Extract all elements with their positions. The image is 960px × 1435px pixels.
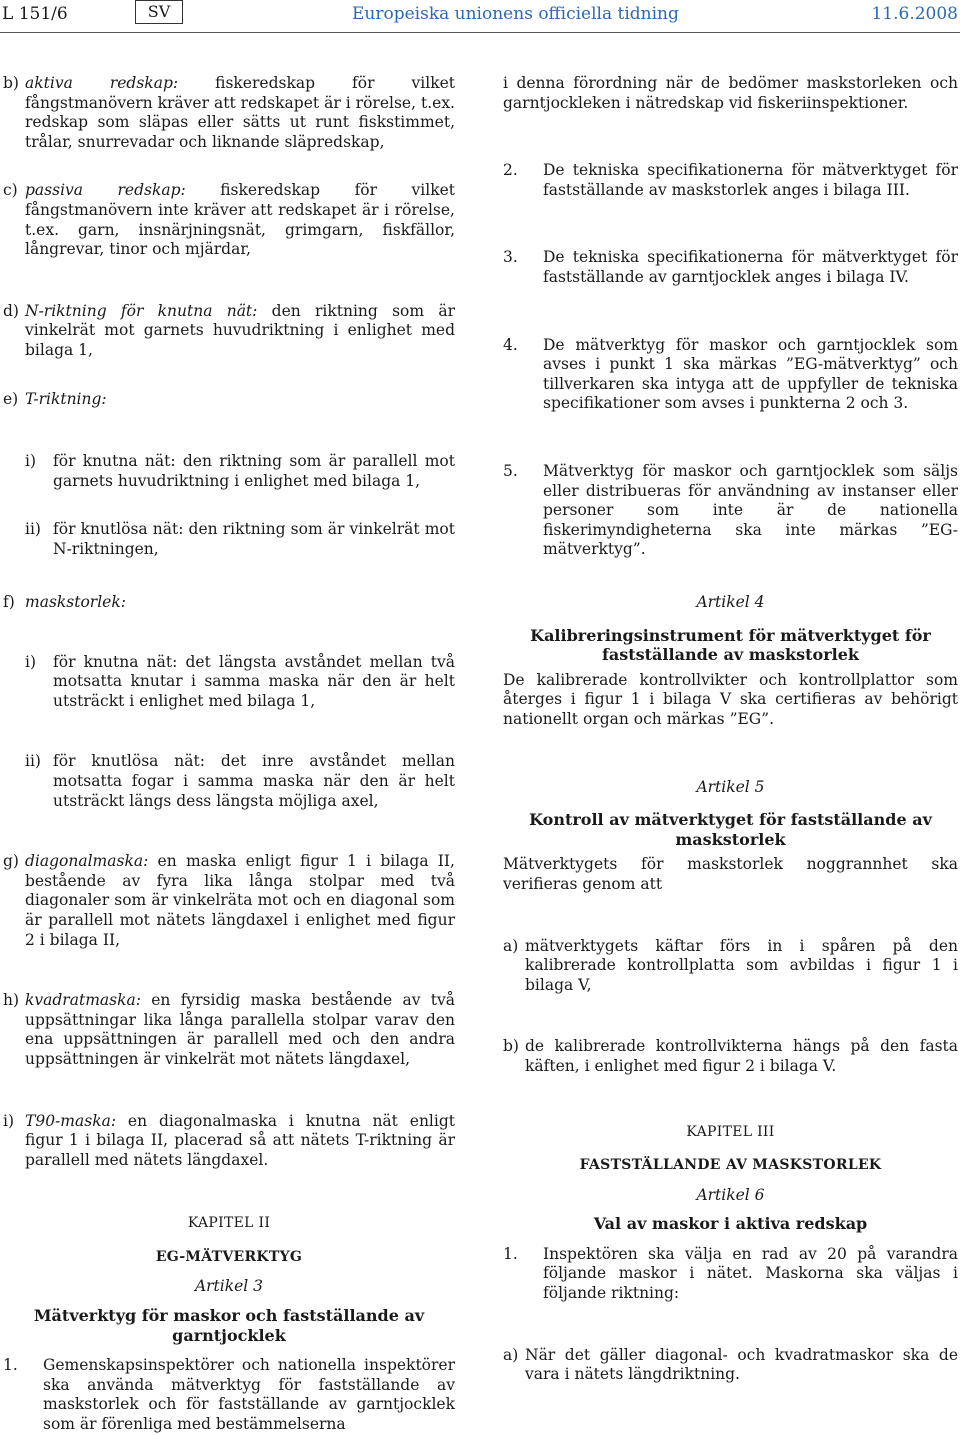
article-5-item-b: b) de kalibrerade kontrollvikterna hängs på den fasta käften, i enlighet med figur 2 i bilaga V. [503, 1037, 958, 1075]
definition-b: b) aktiva redskap: fiskeredskap för vilket fångstmanövern kräver att redskapet är i rörelse, t.ex. redskap som släpas eller sätts ut runt fiskstimmet, trålar, snurrevadar och liknande släpredskap, [3, 74, 455, 151]
chapter-3-title: FASTSTÄLLANDE AV MASKSTORLEK [579, 1157, 882, 1174]
article-3-paragraph-1: 1. Gemenskapsinspektörer och nationella inspektörer ska använda mätverktyg för fastställande av maskstorlek och för fastställande av garntjocklek som är förenliga med bestämmelserna [3, 1356, 455, 1434]
continuation-paragraph: i denna förordning när de bedömer maskstorleken och garntjockleken i nätredskap vid fiskeriinspektioner. [503, 74, 958, 112]
article-4-text: De kalibrerade kontrollvikter och kontrollplattor som återges i figur 1 i bilaga V ska certifieras av behörigt nationellt organ och märkas ”EG”. [503, 670, 958, 728]
article-5-item-a: a) mätverktygets käftar förs in i spåren på den kalibrerade kontrollplatta som avbildas i figur 1 i bilaga V, [503, 936, 958, 994]
article-4-heading: Artikel 4 [696, 593, 765, 611]
left-column-bottom [3, 593, 455, 1435]
page-header [0, 0, 960, 30]
article-4-title: Kalibreringsinstrument för mätverktyget för fastställande av maskstorlek [530, 625, 931, 665]
language-badge: SV [135, 0, 183, 24]
publication-date[interactable]: 11.6.2008 [871, 4, 958, 24]
chapter-3-heading: KAPITEL III [686, 1123, 775, 1140]
definition-e-ii: ii) för knutlösa nät: den riktning som är vinkelrät mot N-riktningen, [25, 520, 455, 558]
article-6-item-a: a) När det gäller diagonal- och kvadratmaskor ska de vara i nätets längdriktning. [503, 1345, 958, 1384]
definition-c: c) passiva redskap: fiskeredskap för vilket fångstmanövern inte kräver att redskapet är i rörelse, t.ex. garn, insnärjningsnät, grimgarn, fiskfällor, långrevar, tinor och mjärdar, [3, 181, 455, 259]
right-column-top [503, 74, 958, 560]
article-6-paragraph-1: 1. Inspektören ska välja en rad av 20 på varandra följande maskor i nätet. Maskorna ska väljas i följande riktning: [503, 1244, 958, 1303]
definition-f-ii: ii) för knutlösa nät: det inre avståndet mellan motsatta fogar i samma maska när den är helt utsträckt längs dess längsta möjliga axel, [25, 752, 455, 810]
header-rule [0, 32, 960, 33]
article-5-title: Kontroll av mätverktyget för fastställande av maskstorlek [529, 810, 932, 849]
definition-i: i) T90-maska: en diagonalmaska i knutna nät enligt figur 1 i bilaga II, placerad så att nätets T-riktning är parallell med nätets längdaxel. [3, 1111, 455, 1169]
right-column-bottom [503, 593, 958, 1385]
paragraph-2: 2. De tekniska specifikationerna för mätverktyget för fastställande av maskstorlek anges i bilaga III. [503, 161, 958, 199]
definition-e: e) T-riktning: [3, 389, 107, 408]
paragraph-3: 3. De tekniska specifikationerna för mätverktyget för fastställande av garntjocklek anges i bilaga IV. [503, 248, 958, 286]
journal-title[interactable]: Europeiska unionens officiella tidning [352, 4, 679, 24]
article-heading: Artikel 3 [194, 1277, 264, 1296]
definition-f: f) maskstorlek: [3, 593, 126, 611]
paragraph-5: 5. Mätverktyg för maskor och garntjocklek som säljs eller distribueras för användning av instanser eller personer som inte är de nationella fiskerimyndigheterna ska inte märkas ”EG-mätverktyg”. [503, 461, 958, 559]
paragraph-4: 4. De mätverktyg för maskor och garntjocklek som avses i punkt 1 ska märkas ”EG-mätverktyg” och tillverkaren ska intyga att de uppfyller de tekniska specifikationer som avses i punkterna 2 och 3. [503, 335, 958, 413]
definition-e-i: i) för knutna nät: den riktning som är parallell mot garnets huvudriktning i enlighet med bilaga 1, [25, 452, 455, 490]
definition-h: h) kvadratmaska: en fyrsidig maska bestående av två uppsättningar lika långa parallella stolpar varav den ena uppsättningen är parallell med och den andra uppsättningen är vinkelrät mot nätets längdaxel, [3, 991, 455, 1068]
definition-g: g) diagonalmaska: en maska enligt figur 1 i bilaga II, bestående av fyra lika långa stolpar med två diagonaler som är vinkelräta mot och en diagonal som är parallell mot nätets längdaxel i enlighet med figur 2 i bilaga II, [3, 852, 455, 949]
left-column-top [3, 74, 455, 560]
chapter-heading: KAPITEL II [187, 1215, 271, 1232]
article-6-title: Val av maskor i aktiva redskap [593, 1214, 868, 1234]
article-6-heading: Artikel 6 [696, 1185, 765, 1204]
definition-d: d) N-riktning för knutna nät: den riktning som är vinkelrät mot garnets huvudriktning i enlighet med bilaga 1, [3, 301, 455, 359]
article-5-heading: Artikel 5 [696, 777, 765, 796]
definition-f-i: i) för knutna nät: det längsta avståndet mellan två motsatta knutar i samma maska när den är helt utsträckt i enlighet med bilaga 1, [25, 652, 455, 710]
article-5-text: Mätverktygets för maskstorlek noggrannhet ska verifieras genom att [503, 855, 958, 893]
chapter-title: EG-MÄTVERKTYG [155, 1248, 303, 1265]
page-number: L 151/6 [2, 4, 68, 24]
article-title: Mätverktyg för maskor och fastställande av garntjocklek [33, 1306, 425, 1345]
